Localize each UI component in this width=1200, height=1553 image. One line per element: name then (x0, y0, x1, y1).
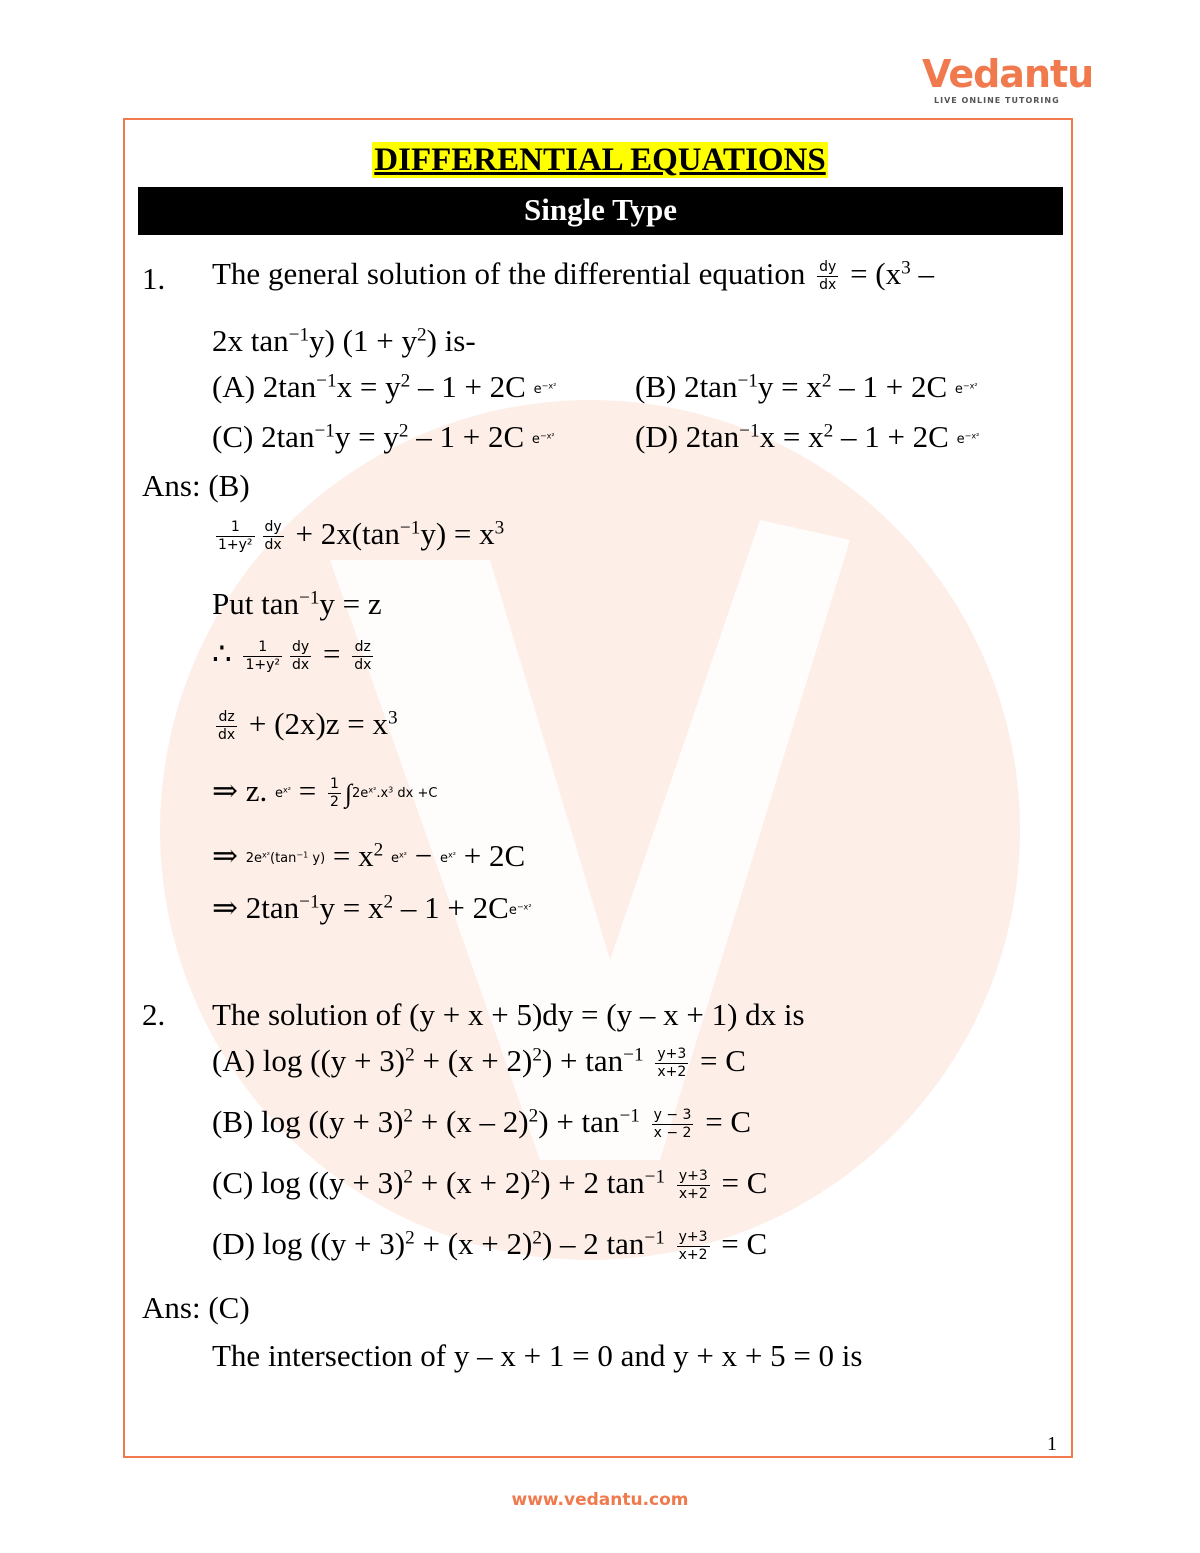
q1-dydx: $\frac{dy}{dx}$ (819, 258, 837, 294)
footer-website[interactable]: www.vedantu.com (511, 1490, 689, 1510)
logo-tagline: LIVE ONLINE TUTORING (934, 96, 1060, 105)
vedantu-logo (922, 52, 1094, 112)
q2-option-d: (D) $\log ((y + 3)^2 + (x + 2)^2) - 2$ $\tan^{-1}$ $\frac{y+3}{x+2}$ = C (212, 1226, 768, 1264)
q1-answer: Ans: (B) (142, 468, 250, 503)
q1-step-7: ⇒ $2\tan^{-1}y = x^2 - 1 + 2Ce^{-x^2}$ (212, 890, 532, 925)
q2-option-b: (B) $\log ((y + 3)^2 + (x - 2)^2) + \tan^{-1}$ $\frac{y - 3}{x - 2}$ = C (212, 1104, 752, 1142)
q1-option-c: (C) $2\tan^{-1}y = y^2 - 1 + 2C$ $e^{-x^2}$ (212, 419, 555, 454)
q2-option-c: (C) $\log ((y + 3)^2 + (x + 2)^2) + 2$ $\tan^{-1}$ $\frac{y+3}{x+2}$ = C (212, 1165, 768, 1203)
q1-text: The general solution of the differential equation (212, 256, 806, 291)
q2-solution: The intersection of y – x + 1 = 0 and y + x + 5 = 0 is (212, 1338, 863, 1373)
page-title: DIFFERENTIAL EQUATIONS (374, 142, 826, 178)
q2-text: The solution of (y + x + 5)dy = (y – x + 1) dx is (212, 997, 805, 1032)
q1-step-6: ⇒ $2e^{x^2}(\tan^{-1}$ $y) = x^2$ $e^{x^2} - e^{x^2} + 2C$ (212, 838, 526, 873)
q1-line1: The general solution of the differential equation $\frac{dy}{dx}$ = ($x^3$ – (212, 256, 934, 294)
q1-step-3: ∴ $\frac{1}{\text{1+y²}}$ $\frac{dy}{dx}$ = $\frac{dz}{dx}$ (212, 636, 372, 674)
q2-option-a: (A) $\log ((y + 3)^2 + (x + 2)^2) + \tan^{-1}$ $\frac{y+3}{x+2}$ = C (212, 1043, 746, 1081)
q2-number: 2. (142, 997, 166, 1032)
q1-option-a: (A) $2\tan^{-1}x = y^2 - 1 + 2C$ $e^{-x^2}$ (212, 369, 557, 404)
page-number: 1 (1047, 1433, 1057, 1455)
logo-wordmark: Vedantu (922, 52, 1094, 96)
q2-answer: Ans: (C) (142, 1290, 250, 1325)
q1-step-2: Put $\tan^{-1}y = z$ (212, 586, 382, 621)
q1-option-b: (B) $2\tan^{-1}y = x^2 - 1 + 2C$ $e^{-x^2}$ (635, 369, 978, 404)
q1-step-4: $\frac{dz}{dx}$ + $(2x)z = x^3$ (218, 706, 398, 744)
q1-step-1: $\frac{1}{\text{1+y²}}$ $\frac{dy}{dx}$ + $2x(\tan^{-1}y) = x^3$ (218, 516, 505, 554)
q1-step-5: ⇒ z. $e^{x^2}$ = $\frac{1}{2}$ $\int 2e^{x^2}.x^3$ dx +C (212, 773, 438, 811)
q1-line2: 2x $\tan^{-1}y$) $(1 + y^2)$ is- (212, 323, 476, 358)
title-container (0, 142, 1200, 179)
section-header: Single Type (138, 187, 1063, 235)
q1-option-d: (D) $2\tan^{-1}x = x^2 - 1 + 2C$ $e^{-x^2}$ (635, 419, 980, 454)
q1-number: 1. (142, 261, 166, 296)
